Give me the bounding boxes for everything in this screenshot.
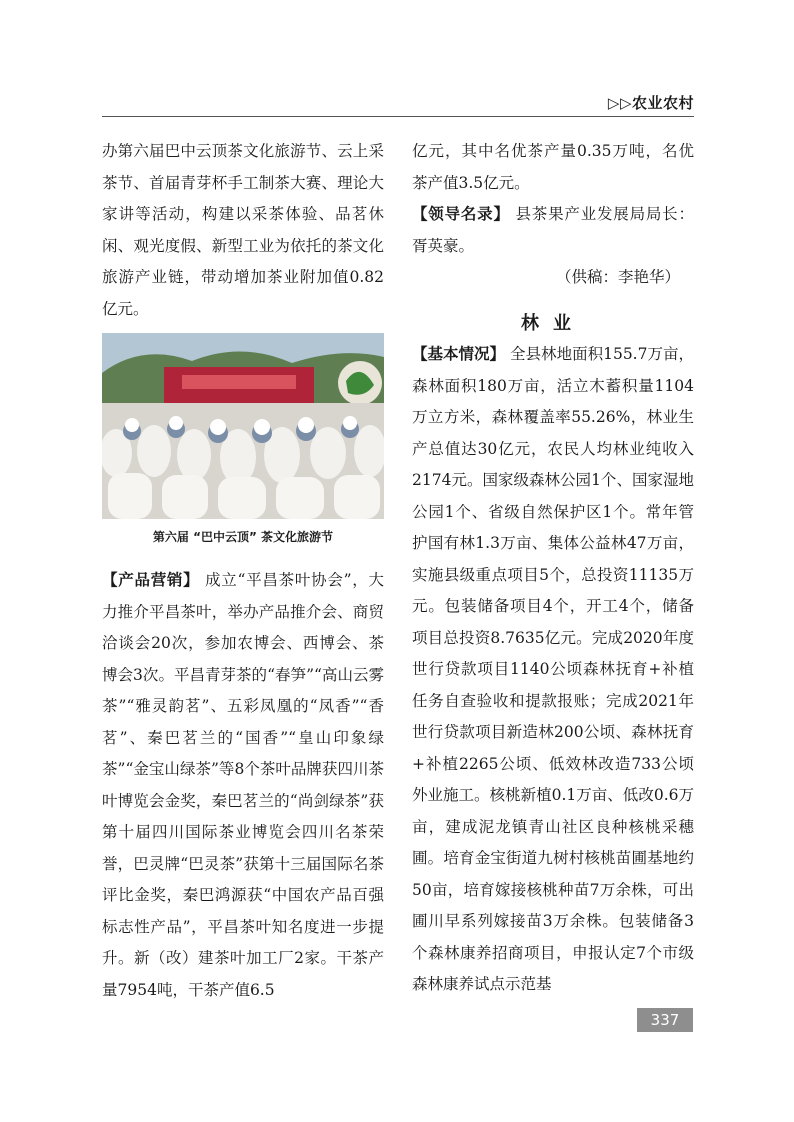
paragraph-marketing [102,565,384,1006]
signoff: （供稿：李艳华） [555,268,680,286]
festival-photo-illustration [102,333,384,519]
paragraph-leaders [412,199,694,262]
page-number: 337 [637,1008,693,1032]
left-column [102,136,384,1006]
marketing-text: 成立“平昌茶叶协会”，大力推介平昌茶叶，举办产品推介会、商贸洽谈会20次，参加农博会、西博会、茶博会3次。平昌青芽茶的“春笋”“高山云雾茶”“雅灵韵茗”、五彩凤凰的“凤香”“香茗”、秦巴茗兰的“国香”“皇山印象绿茶”“金宝山绿茶”等8个茶叶品牌获四川茶叶博览会金奖，秦巴茗兰的“尚剑绿茶”获第十届四川国际茶业博览会四川名茶荣誉，巴灵牌“巴灵茶”获第十三届国际名茶评比金奖，秦巴鸿源获“中国农产品百强标志性产品”，平昌茶叶知名度进一步提升。新（改）建茶叶加工厂2家。干茶产量7954吨，干茶产值6.5 [102,571,384,999]
festival-photo [102,333,384,519]
paragraph-tea-culture: 办第六届巴中云顶茶文化旅游节、云上采茶节、首届青芽杯手工制茶大赛、理论大家讲等活动，构建以采茶体验、品茗休闲、观光度假、新型工业为依托的茶文化旅游产业链，带动增加茶业附加值0.82亿元。 [102,142,384,318]
basic-label: 【基本情况】 [412,345,506,363]
photo-caption: 第六届 “巴中云顶” 茶文化旅游节 [152,530,334,544]
right-column [412,136,694,1001]
header-rule [102,116,694,117]
leaders-text: 县茶果产业发展局局长：胥英豪。 [412,205,694,255]
marketing-label: 【产品营销】 [102,571,200,589]
paragraph-forestry-basic [412,339,694,1001]
section-tag: ▷▷农业农村 [607,94,694,112]
leaders-label: 【领导名录】 [412,205,510,223]
paragraph-tea-output: 亿元，其中名优茶产量0.35万吨，名优茶产值3.5亿元。 [412,142,694,192]
basic-text: 全县林地面积155.7万亩，森林面积180万亩，活立木蓄积量1104万立方米，森林覆盖率55.26%，林业生产总值达30亿元，农民人均林业纯收入2174元。国家级森林公园1个、国家湿地公园1个、省级自然保护区1个。常年管护国有林1.3万亩、集体公益林47万亩，实施县级重点项目5个，总投资11135万元。包装储备项目4个，开工4个，储备项目总投资8.7635亿元。完成2020年度世行贷款项目1140公顷森林抚育+补植任务自查验收和提款报账；完成2021年世行贷款项目新造林200公顷、森林抚育+补植2265公顷、低效林改造733公顷外业施工。核桃新植0.1万亩、低改0.6万亩，建成泥龙镇青山社区良种核桃采穗圃。培育金宝街道九树村核桃苗圃基地约50亩，培育嫁接核桃种苗7万余株，可出圃川早系列嫁接苗3万余株。包装储备3个森林康养招商项目，申报认定7个市级森林康养试点示范基 [412,345,695,993]
section-heading-forestry: 林业 [521,312,585,334]
